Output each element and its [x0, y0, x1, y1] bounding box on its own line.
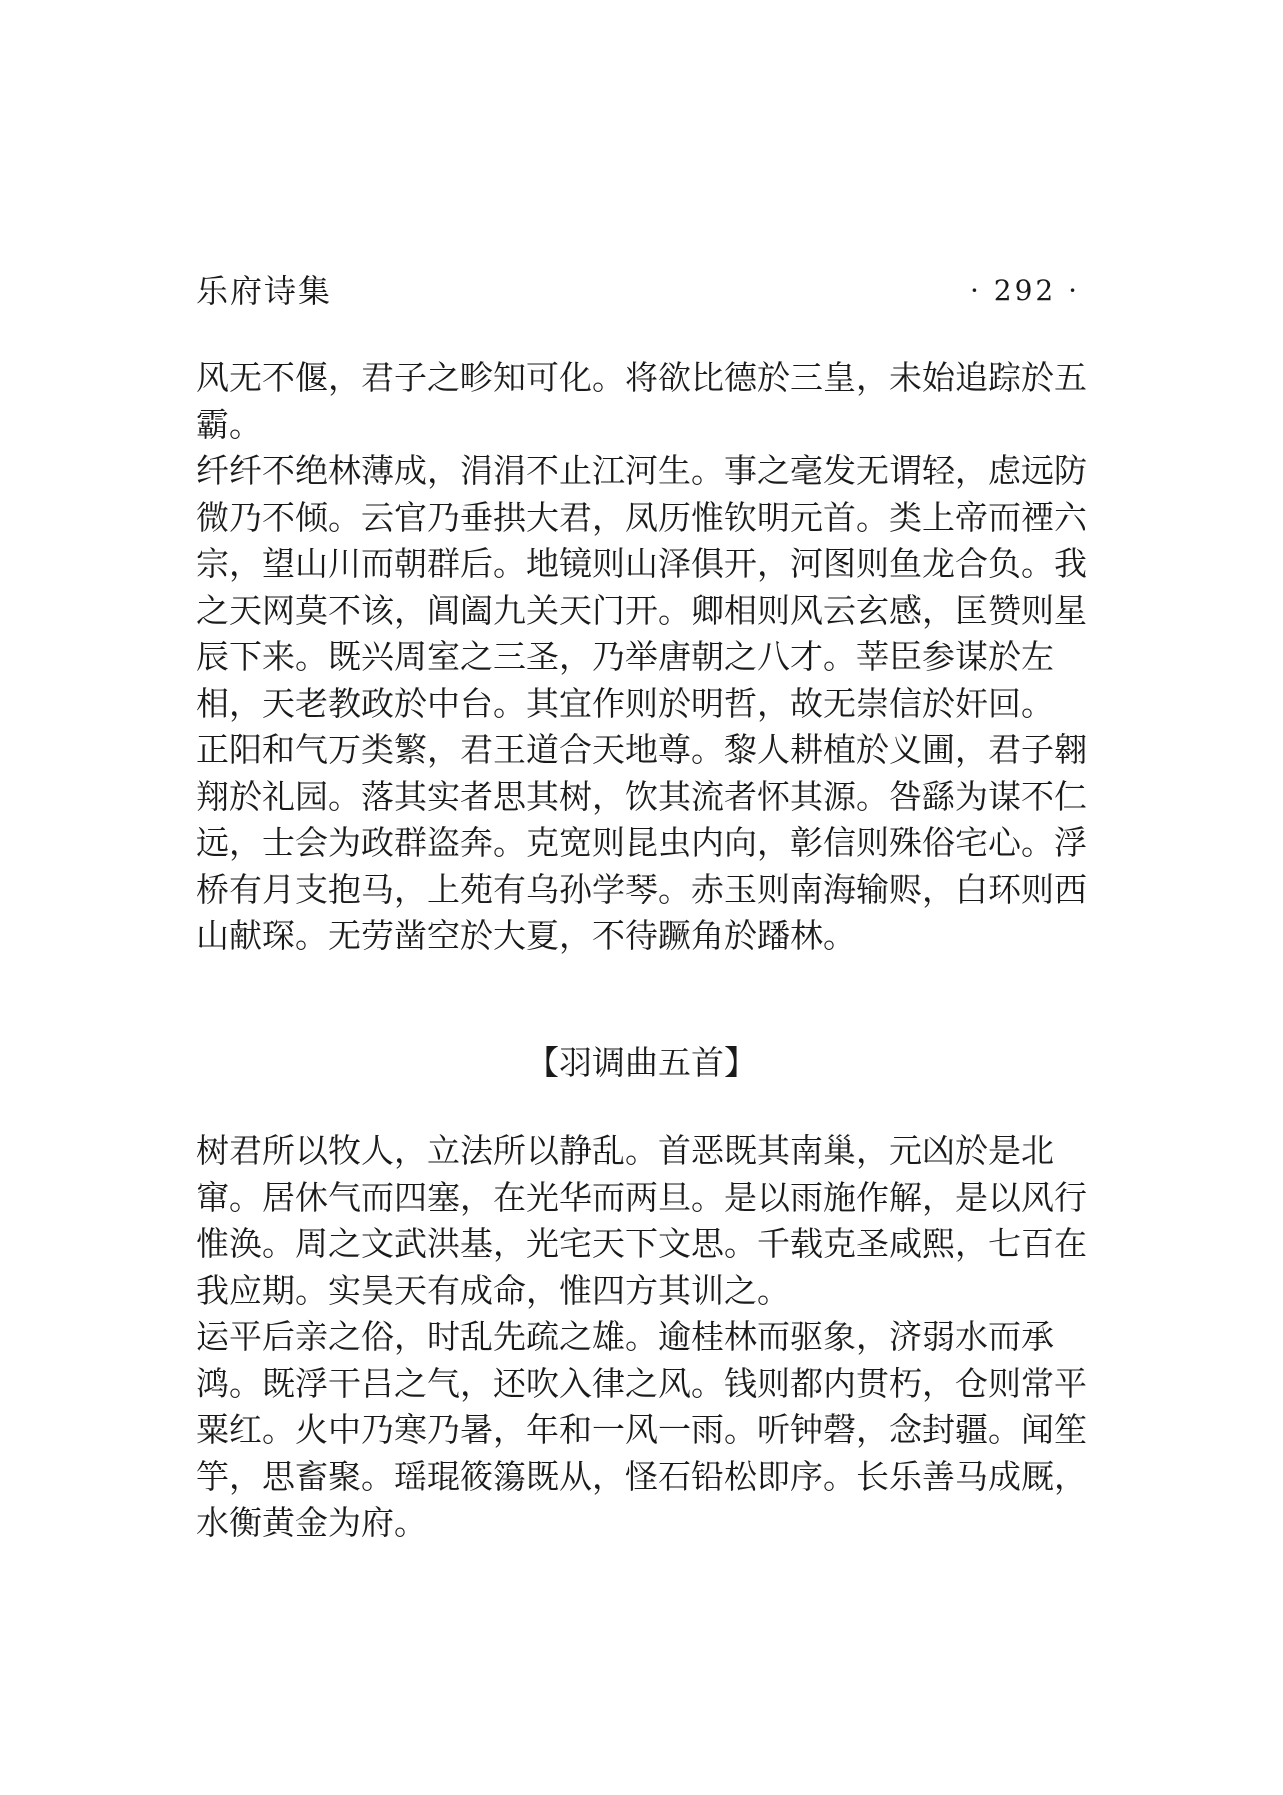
section-heading: 【羽调曲五首】	[526, 1043, 757, 1082]
text-section-2	[196, 1128, 1116, 1547]
paragraph-3: 正阳和气万类繁，君王道合天地尊。黎人耕植於义圃，君子翱翔於礼园。落其实者思其树，饮其流者怀其源。咎繇为谋不仁远，士会为政群盗奔。克宽则昆虫内向，彰信则殊俗宅心。浮桥有月支抱马，上苑有乌孙学琴。赤玉则南海输赆，白环则西山献琛。无劳凿空於大夏，不待蹶角於蹯林。	[196, 730, 1087, 955]
paragraph-4: 树君所以牧人，立法所以静乱。首恶既其南巢，元凶於是北窜。居休气而四塞，在光华而两旦。是以雨施作解，是以风行惟涣。周之文武洪基，光宅天下文思。千载克圣咸熙，七百在我应期。实昊天有成命，惟四方其训之。	[196, 1131, 1087, 1310]
book-title: 乐府诗集	[196, 272, 333, 310]
page-number: · 292 ·	[969, 274, 1080, 307]
page-header	[196, 267, 1080, 315]
paragraph-1: 风无不偃，君子之畛知可化。将欲比德於三皇，未始追踪於五霸。	[196, 358, 1087, 444]
text-section-1	[196, 355, 1116, 960]
paragraph-2: 纤纤不绝林薄成，涓涓不止江河生。事之毫发无谓轻，虑远防微乃不倾。云官乃垂拱大君，凤历惟钦明元首。类上帝而禋六宗，望山川而朝群后。地镜则山泽俱开，河图则鱼龙合负。我之天网莫不该，阊阖九关天门开。卿相则风云玄感，匡赞则星辰下来。既兴周室之三圣，乃举唐朝之八才。莘臣参谋於左相，天老教政於中台。其宜作则於明哲，故无崇信於奸回。	[196, 451, 1087, 723]
paragraph-5: 运平后亲之俗，时乱先疏之雄。逾桂林而驱象，济弱水而承鸿。既浮干吕之气，还吹入律之风。钱则都内贯朽，仓则常平粟红。火中乃寒乃暑，年和一风一雨。听钟磬，念封疆。闻笙竽，思畜聚。瑶琨筱簜既从，怪石铅松即序。长乐善马成厩，水衡黄金为府。	[196, 1317, 1087, 1542]
